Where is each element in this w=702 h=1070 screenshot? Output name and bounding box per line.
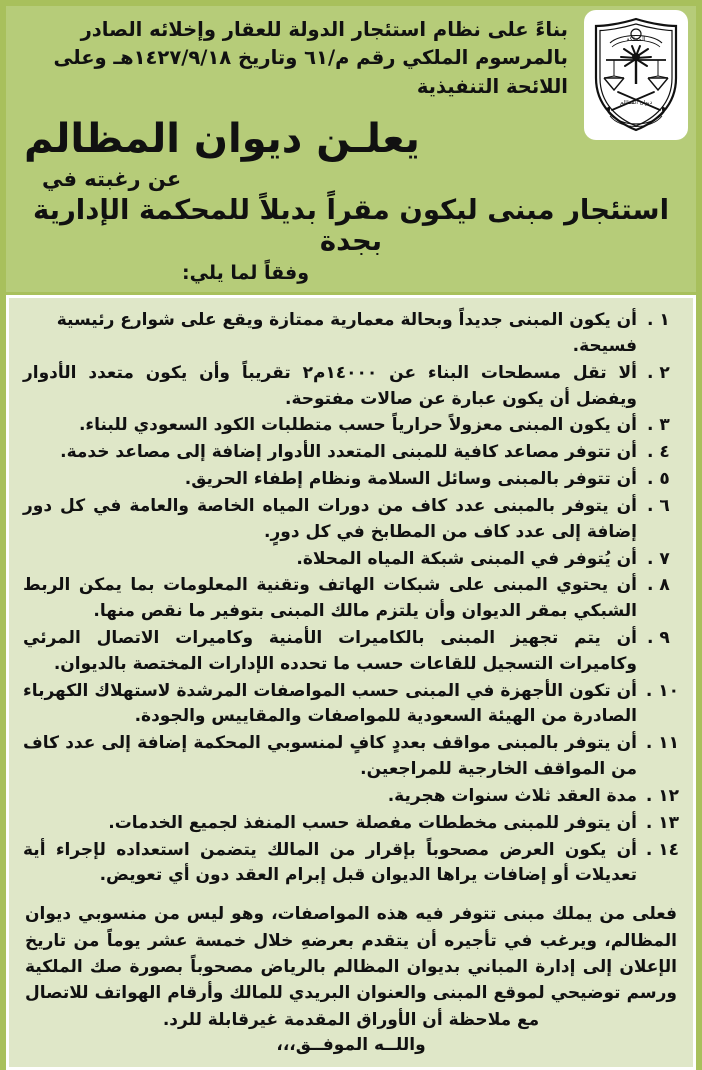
condition-number: ١١ . bbox=[645, 733, 679, 754]
desire-subtitle: عن رغبته في bbox=[42, 166, 182, 191]
condition-text: مدة العقد ثلاث سنوات هجرية. bbox=[387, 785, 637, 806]
condition-number: ٩ . bbox=[647, 627, 670, 648]
condition-item bbox=[23, 679, 679, 731]
purpose-headline: استئجار مبنى ليكون مقراً بديلاً للمحكمة الإدارية بجدة bbox=[32, 193, 670, 258]
condition-item bbox=[23, 838, 679, 890]
condition-item bbox=[23, 494, 679, 546]
condition-item bbox=[23, 573, 679, 625]
svg-text:المملكة: المملكة bbox=[626, 36, 646, 43]
condition-number: ٦ . bbox=[647, 495, 670, 516]
condition-number: ٤ . bbox=[647, 442, 670, 463]
board-of-grievances-emblem-icon bbox=[584, 10, 688, 140]
accordingly-label: وفقاً لما يلي: bbox=[182, 262, 310, 285]
condition-item bbox=[23, 547, 679, 573]
condition-number: ١٢ . bbox=[645, 785, 679, 806]
condition-text: أن تتوفر مصاعد كافية للمبنى المتعدد الأدوار إضافة إلى مصاعد خدمة. bbox=[60, 442, 637, 463]
condition-text: أن تتوفر بالمبنى وسائل السلامة ونظام إطفاء الحريق. bbox=[184, 469, 637, 490]
poster-header bbox=[6, 6, 696, 292]
condition-number: ١ . bbox=[647, 310, 670, 331]
closing-paragraph: فعلى من يملك مبنى تتوفر فيه هذه المواصفات، وهو ليس من منسوبي ديوان المظالم، ويرغب في تأجيره أن يتقدم بعرضهِ خلال خمسة عشر يوماً من تاريخ الإعلان إلى إدارة المباني بديوان المظالم بالرياض مصحوباً بصورة صك الملكية ورسم توضيحي لموقع المبنى والعنوان البريدي للمالك وأرقام الهواتف للاتصال مع ملاحظة أن الأوراق المقدمة غيرقابلة للرد. bbox=[25, 904, 677, 1030]
body-panel bbox=[9, 298, 693, 1067]
condition-item bbox=[23, 361, 679, 413]
condition-item bbox=[23, 467, 679, 493]
condition-item bbox=[23, 784, 679, 810]
condition-text: أن يكون المبنى جديداً وبحالة معمارية ممتازة ويقع على شوارع رئيسية فسيحة. bbox=[56, 310, 637, 356]
condition-item bbox=[23, 413, 679, 439]
condition-number: ١٠ . bbox=[645, 680, 679, 701]
condition-text: أن يتوفر بالمبنى عدد كاف من دورات المياه الخاصة والعامة في كل دور إضافة إلى عدد كاف من المطابخ في كل دورٍ. bbox=[23, 495, 637, 542]
condition-text: أن تكون الأجهزة في المبنى حسب المواصفات المرشدة لاستهلاك الكهرباء الصادرة من الهيئة السعودية للمواصفات والمقاييس والجودة. bbox=[23, 680, 637, 727]
svg-text:ديوان المظالم: ديوان المظالم bbox=[619, 100, 653, 106]
condition-text: أن يتوفر للمبنى مخططات مفصلة حسب المنفذ لجميع الخدمات. bbox=[108, 812, 637, 833]
signoff-text: واللــه الموفــق،،، bbox=[276, 1034, 426, 1055]
decree-preamble: بناءً على نظام استئجار الدولة للعقار وإخلائه الصادر بالمرسوم الملكي رقم م/٦١ وتاريخ ١٤٢٧/٩/١٨هـ وعلى اللائحة التنفيذية bbox=[53, 18, 568, 98]
condition-number: ١٤ . bbox=[645, 839, 679, 860]
condition-number: ٣ . bbox=[647, 415, 670, 436]
condition-number: ١٣ . bbox=[645, 812, 679, 833]
condition-number: ٢ . bbox=[647, 362, 670, 383]
condition-text: أن يتم تجهيز المبنى بالكاميرات الأمنية وكاميرات الاتصال المرئي وكاميرات التسجيل للقاعات حسب ما تحدده الإدارات المختصة بالديوان. bbox=[23, 627, 637, 674]
condition-text: ألا تقل مسطحات البناء عن ١٤٠٠٠م٢ تقريباً وأن يكون متعدد الأدوار ويفضل أن يكون عبارة عن صالات مفتوحة. bbox=[23, 362, 637, 409]
condition-text: أن يتوفر بالمبنى مواقف بعددٍ كافٍ لمنسوبي المحكمة إضافة إلى عدد كاف من المواقف الخارجية للمراجعين. bbox=[23, 733, 637, 780]
body-panel-frame bbox=[6, 295, 696, 1070]
condition-text: أن يكون العرض مصحوباً بإقرار من المالك يتضمن استعداده لإجراء أية تعديلات أو إضافات يراها الديوان قبل إبرام العقد دون أي تعويض. bbox=[23, 839, 637, 886]
condition-item bbox=[23, 811, 679, 837]
condition-text: أن يكون المبنى معزولاً حرارياً حسب متطلبات الكود السعودي للبناء. bbox=[78, 415, 637, 436]
condition-number: ٧ . bbox=[647, 548, 670, 569]
condition-text: أن يحتوي المبنى على شبكات الهاتف وتقنية المعلومات بما يمكن الربط الشبكي بمقر الديوان وأن يلتزم مالك المبنى بتوفير ما نقص منها. bbox=[23, 575, 637, 622]
condition-item bbox=[23, 626, 679, 678]
condition-text: أن يُتوفر في المبنى شبكة المياه المحلاة. bbox=[296, 548, 637, 569]
page-title: يعلـن ديوان المظالم bbox=[24, 115, 420, 162]
condition-item bbox=[23, 440, 679, 466]
condition-item bbox=[23, 308, 679, 360]
condition-number: ٥ . bbox=[647, 469, 670, 490]
condition-item bbox=[23, 731, 679, 783]
conditions-list bbox=[23, 308, 679, 889]
condition-number: ٨ . bbox=[647, 575, 670, 596]
